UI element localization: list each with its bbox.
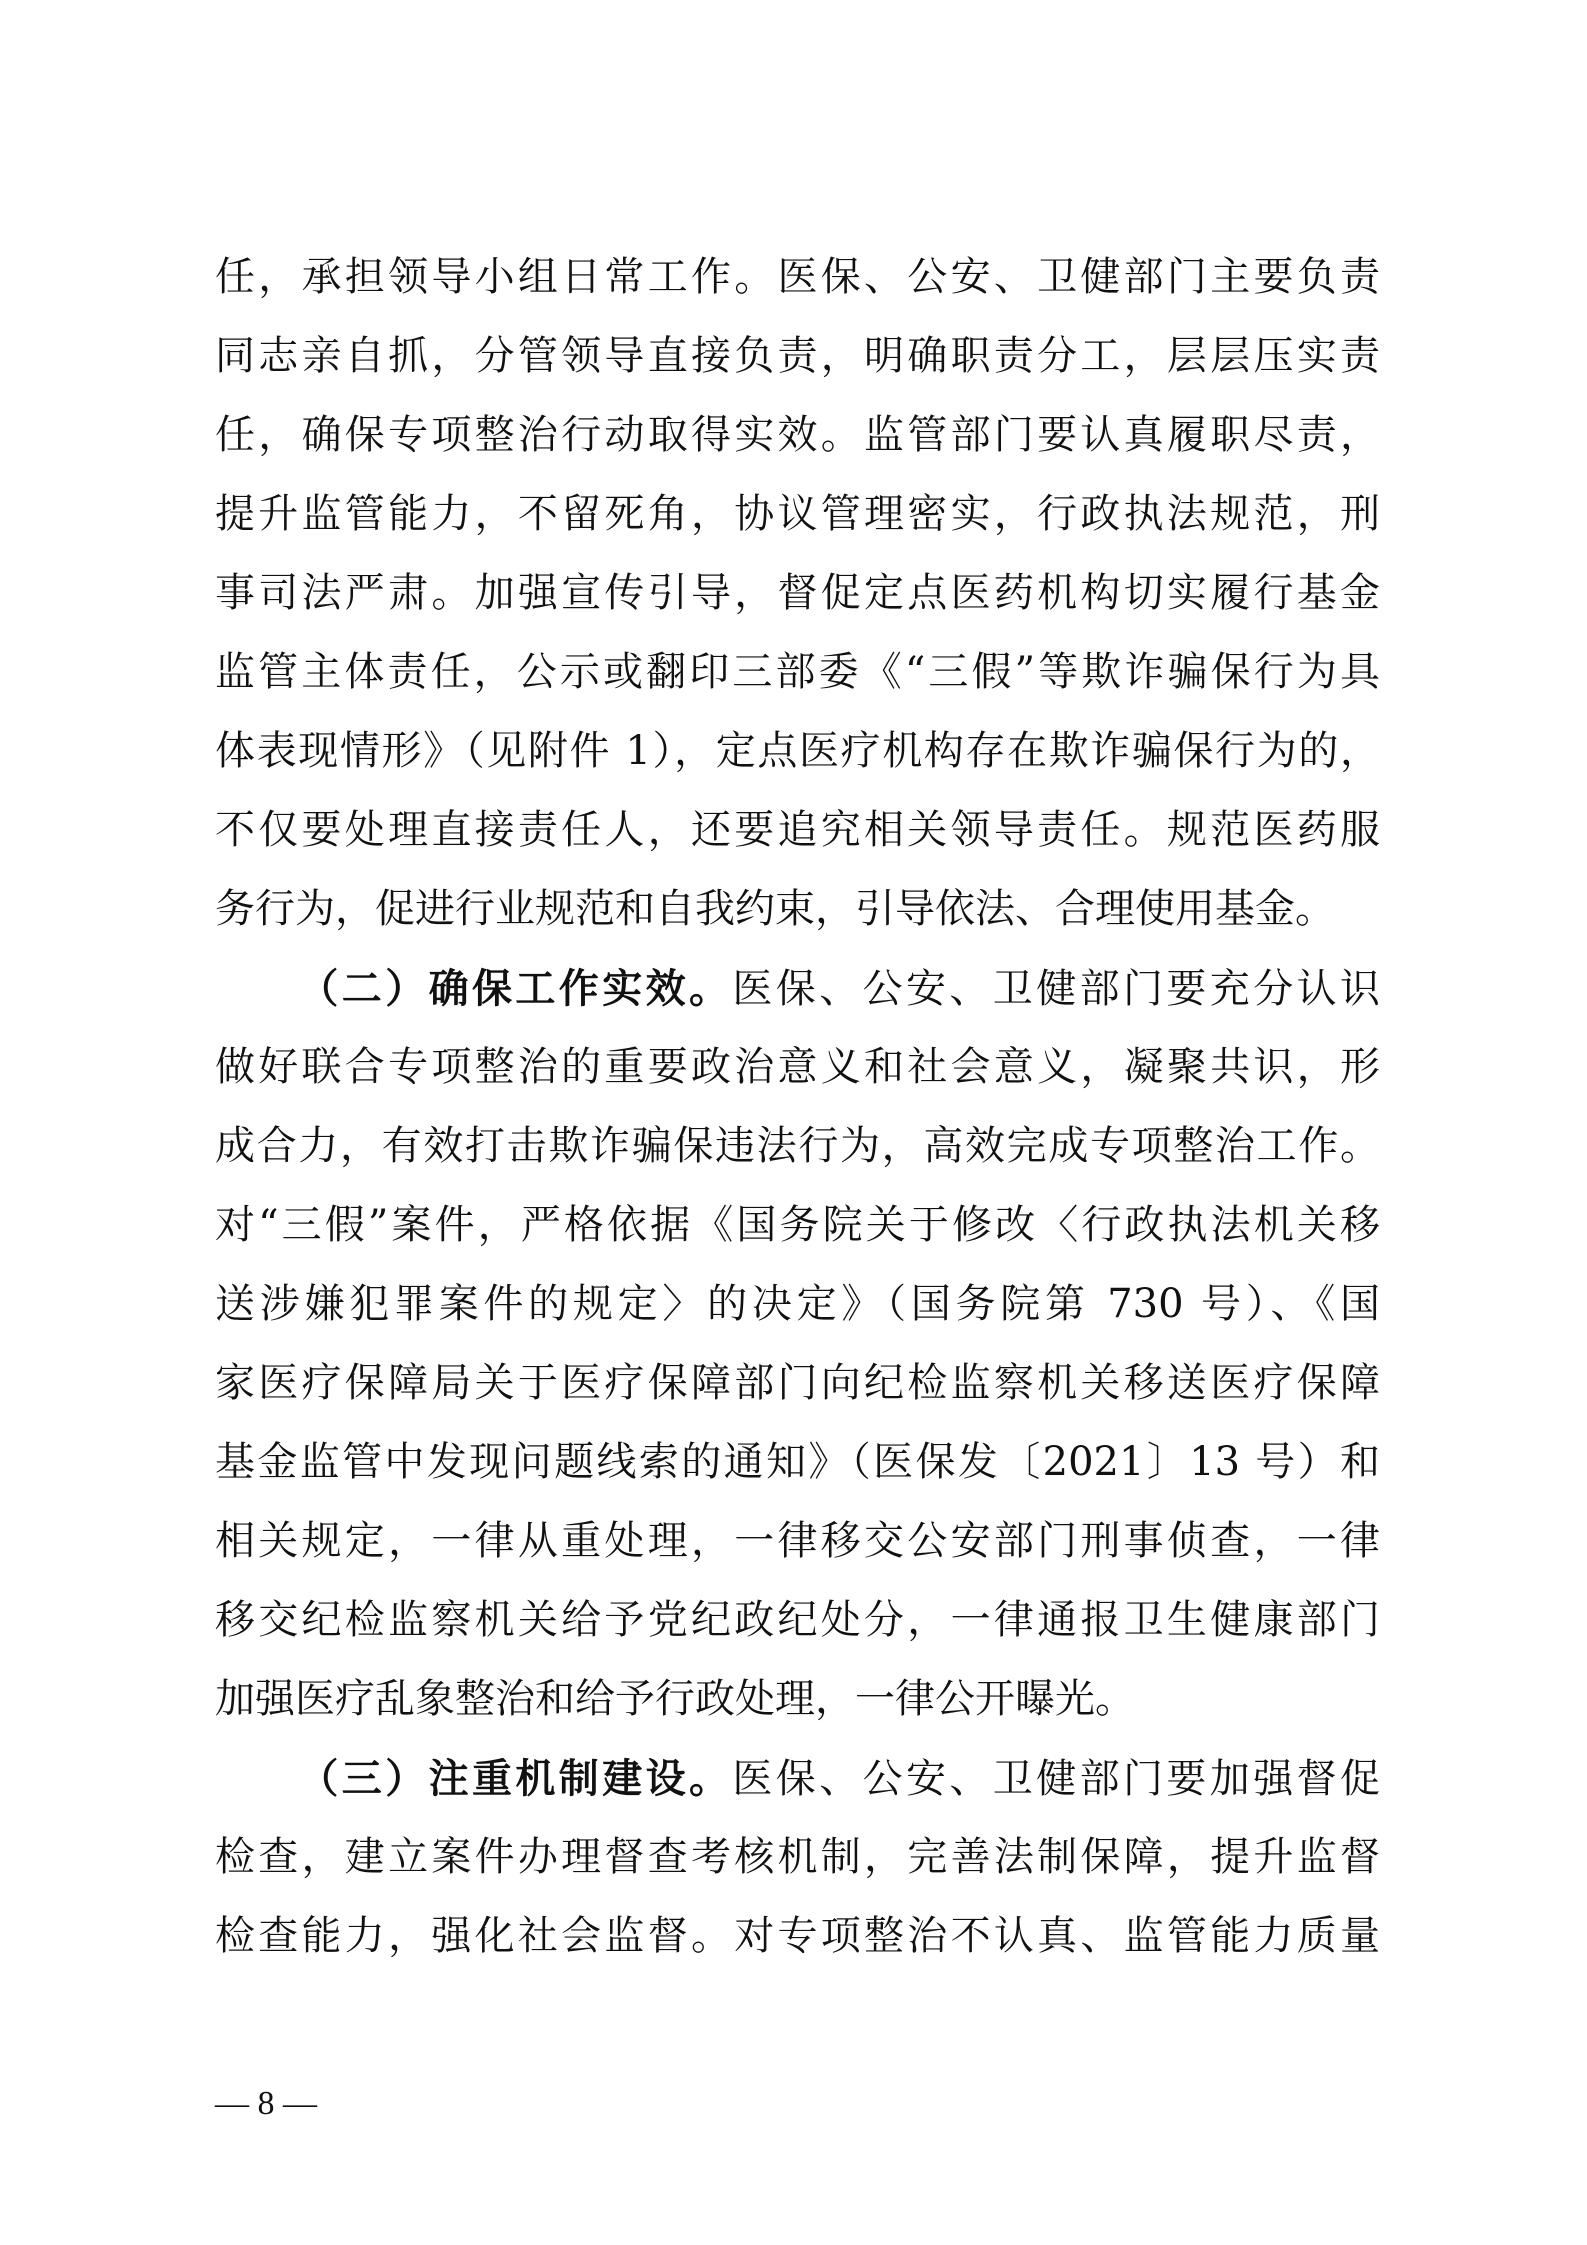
section-3-heading: （三）注重机制建设。 bbox=[295, 1755, 733, 1802]
section-3-first-text: 医保、公安、卫健部门要加强督促 bbox=[732, 1756, 1381, 1802]
section-2-first-line bbox=[215, 949, 1380, 1028]
paragraph-line: 家医疗保障局关于医疗保障部门向纪检监察机关移送医疗保障 bbox=[215, 1360, 1380, 1406]
paragraph-line: 不仅要处理直接责任人，还要追究相关领导责任。规范医药服 bbox=[215, 807, 1380, 853]
paragraph-line: 事司法严肃。加强宣传引导，督促定点医药机构切实履行基金 bbox=[215, 570, 1380, 616]
paragraph-line: 送涉嫌犯罪案件的规定〉的决定》（国务院第 730 号）、《国 bbox=[215, 1281, 1380, 1327]
paragraph-line: 检查能力，强化社会监督。对专项整治不认真、监管能力质量 bbox=[215, 1913, 1380, 1959]
page-number: — 8 — bbox=[215, 2085, 317, 2122]
section-3-first-line bbox=[215, 1739, 1380, 1818]
paragraph-line: 移交纪检监察机关给予党纪政纪处分，一律通报卫生健康部门 bbox=[215, 1597, 1380, 1643]
section-2-first-text: 医保、公安、卫健部门要充分认识 bbox=[732, 966, 1381, 1012]
paragraph-line: 同志亲自抓，分管领导直接负责，明确职责分工，层层压实责 bbox=[215, 333, 1380, 379]
paragraph-line: 基金监管中发现问题线索的通知》（医保发〔2021〕13 号）和 bbox=[215, 1439, 1380, 1485]
paragraph-line: 提升监管能力，不留死角，协议管理密实，行政执法规范，刑 bbox=[215, 491, 1380, 537]
paragraph-line: 成合力，有效打击欺诈骗保违法行为，高效完成专项整治工作。 bbox=[215, 1123, 1380, 1169]
section-2-heading: （二）确保工作实效。 bbox=[295, 965, 733, 1012]
paragraph-line: 对“三假”案件，严格依据《国务院关于修改〈行政执法机关移 bbox=[215, 1202, 1380, 1248]
paragraph-line: 加强医疗乱象整治和给予行政处理，一律公开曝光。 bbox=[215, 1676, 1135, 1722]
paragraph-line: 任，承担领导小组日常工作。医保、公安、卫健部门主要负责 bbox=[215, 254, 1380, 300]
document-body bbox=[215, 238, 1380, 1976]
paragraph-line: 务行为，促进行业规范和自我约束，引导依法、合理使用基金。 bbox=[215, 886, 1335, 932]
paragraph-line: 体表现情形》（见附件 1），定点医疗机构存在欺诈骗保行为的， bbox=[215, 728, 1380, 774]
paragraph-line: 任，确保专项整治行动取得实效。监管部门要认真履职尽责， bbox=[215, 412, 1380, 458]
paragraph-line: 相关规定，一律从重处理，一律移交公安部门刑事侦查，一律 bbox=[215, 1518, 1380, 1564]
paragraph-line: 检查，建立案件办理督查考核机制，完善法制保障，提升监督 bbox=[215, 1834, 1380, 1880]
paragraph-line: 做好联合专项整治的重要政治意义和社会意义，凝聚共识，形 bbox=[215, 1044, 1380, 1090]
paragraph-line: 监管主体责任，公示或翻印三部委《“三假”等欺诈骗保行为具 bbox=[215, 649, 1380, 695]
